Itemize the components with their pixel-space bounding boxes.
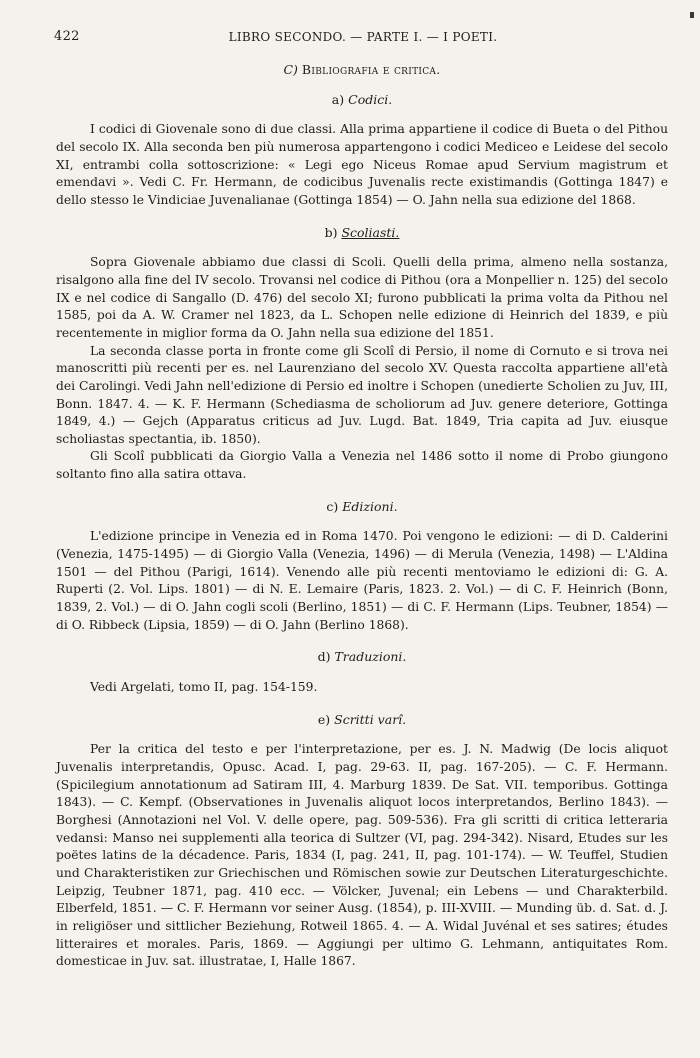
paragraph: L'edizione principe in Venezia ed in Roma 1470. Poi vengono le edizioni: — di D. Calderini (Venezia, 1475-1495) — di Giorgio Valla (Venezia, 1496) — di Merula (Venezia, 1498) — L'Aldina 1501 — del Pithou (Parigi, 1614). Venendo alle più recenti mentoviamo le edizioni di: G. A. Ruperti (2. Vol. Lips. 1801) — di N. E. Lemaire (Paris, 1823. 2. Vol.) — di C. F. Heinrich (Bonn, 1839, 2. Vol.) — di O. Jahn cogli scoli (Berlino, 1851) — di C. F. Hermann (Lips. Teubner, 1854) — di O. Ribbeck (Lipsia, 1859) — di O. Jahn (Berlino 1868).: [56, 529, 668, 632]
subsection-letter: b): [324, 224, 338, 240]
edge-mark: [690, 12, 694, 18]
subsection-heading-codici: [56, 91, 668, 109]
paragraph: La seconda classe porta in fronte come gli Scolî di Persio, il nome di Cornuto e si trova nei manoscritti più recenti per es. nel Laurenziano del secolo XV. Questa raccolta appartiene all'età dei Carolingi. Vedi Jahn nell'edizione di Persio ed inoltre i Schopen (unedierte Scholien zu Juv, III, Bonn. 1847. 4. — K. F. Hermann (Schediasma de scholiorum ad Juv. genere deteriore, Gottinga 1849, 4.) — Gejch (Apparatus criticus ad Juv. Lugd. Bat. 1849, Tria capita ad Juv. eiusque scholiastas spectantia, ib. 1850).: [56, 343, 668, 446]
subsection-letter: e): [317, 711, 331, 727]
subsection-letter: c): [326, 498, 339, 514]
section-letter: C): [283, 62, 298, 77]
subsection-letter: d): [317, 649, 331, 665]
subsection-title: Edizioni.: [342, 498, 398, 514]
paragraph: Per la critica del testo e per l'interpretazione, per es. J. N. Madwig (De locis aliquot Juvenalis interpretandis, Opusc. Acad. I, pag. 29-63. II, pag. 167-205). — C. F. Hermann. (Spicilegium annotationum ad Satiram III, 4. Marburg 1839. De Sat. VII. temporibus. Gottinga 1843). — C. Kempf. (Observationes in Juvenalis aliquot locos interpretandos, Berlino 1843). — Borghesi (Annotazioni nel Vol. V. delle opere, pag. 509-536). Fra gli scritti di critica letteraria vedansi: Manso nei supplementi alla teorica di Sultzer (VI, pag. 294-342). Nisard, Etudes sur les poëtes latins de la décadence. Paris, 1834 (I, pag. 241, II, pag. 101-174). — W. Teuffel, Studien und Charakteristiken zur Griechischen und Römischen sowie zur Deutschen Literaturgeschichte. Leipzig, Teubner 1871, pag. 410 ecc. — Völcker, Juvenal; ein Lebens — und Charakterbild. Elberfeld, 1851. — C. F. Hermann vor seiner Ausg. (1854), p. III-XVIII. — Munding üb. d. Sat. d. J. in religiöser und sittlicher Beziehung, Rotweil 1865. 4. — A. Widal Juvénal et ses satires; études litteraires et morales. Paris, 1869. — Aggiungi per ultimo G. Lehmann, antiquitates Rom. domesticae in Juv. sat. illustratae, I, Halle 1867.: [56, 742, 668, 969]
page-body: [56, 61, 668, 971]
running-title: LIBRO SECONDO. — PARTE I. — I POETI.: [228, 30, 498, 44]
section-title-text: Bibliografia e critica.: [301, 62, 441, 77]
subsection-title: Scoliasti.: [341, 224, 400, 240]
page-number: 422: [54, 29, 80, 44]
paragraph: I codici di Giovenale sono di due classi. Alla prima appartiene il codice di Bueta o del Pithou del secolo IX. Alla seconda ben più numerosa appartengono i codici Mediceo e Leidese del secolo XI, entrambi colla sottoscrizione: « Legi ego Niceus Romae apud Servium magistrum et emendavi ». Vedi C. Fr. Hermann, de codicibus Juvenalis recte existimandis (Gottinga 1847) e dello stesso le Vindiciae Juvenalianae (Gottinga 1854) — O. Jahn nella sua edizione del 1868.: [56, 122, 668, 207]
subsection-title: Traduzioni.: [334, 649, 407, 665]
subsection-letter: a): [331, 91, 345, 107]
subsection-heading-traduzioni: [56, 648, 668, 666]
subsection-title: Scritti varî.: [334, 711, 407, 727]
paragraph: Sopra Giovenale abbiamo due classi di Scoli. Quelli della prima, almeno nella sostanza, risalgono alla fine del IV secolo. Trovansi nel codice di Pithou (ora a Monpellier n. 125) del secolo IX e nel codice di Sangallo (D. 476) del secolo XI; furono pubblicati la prima volta da Pithou nel 1585, poi da A. W. Cramer nel 1823, da L. Schopen nelle edizione di Heinrich del 1839, e più recentemente in miglior forma da O. Jahn nella sua edizione del 1851.: [56, 255, 668, 340]
paragraph: Vedi Argelati, tomo II, pag. 154-159.: [90, 680, 318, 695]
subsection-heading-scritti-vari: [56, 711, 668, 729]
section-title: [56, 61, 668, 79]
subsection-heading-edizioni: [56, 498, 668, 516]
subsection-heading-scoliasti: [56, 224, 668, 242]
subsection-title: Codici.: [348, 91, 393, 107]
paragraph: Gli Scolî pubblicati da Giorgio Valla a Venezia nel 1486 sotto il nome di Probo giungono soltanto fino alla satira ottava.: [56, 449, 668, 482]
